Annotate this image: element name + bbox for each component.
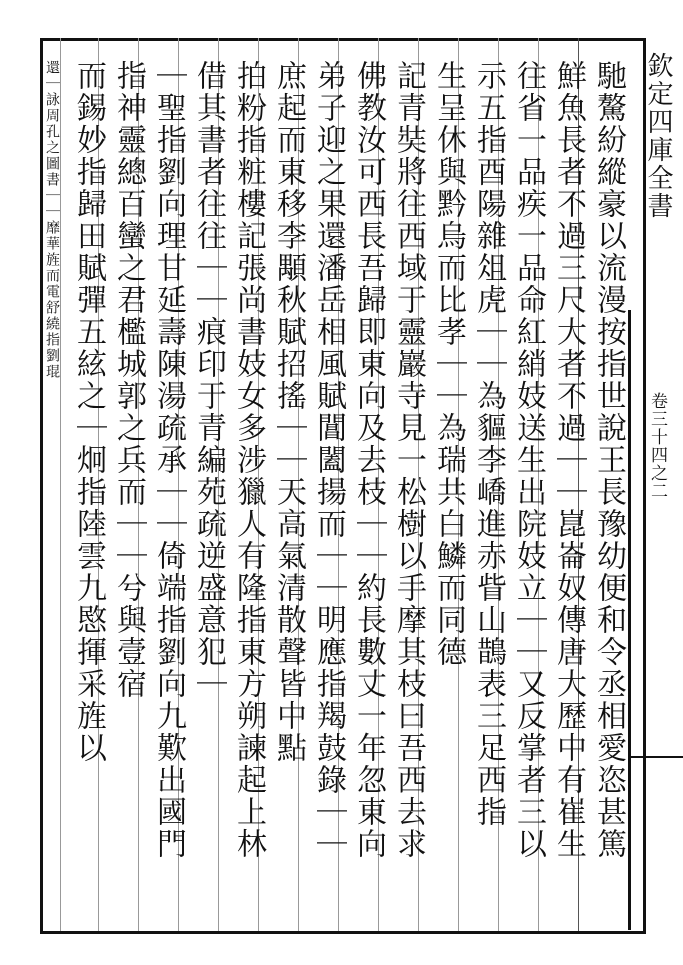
text-column-12: ｜聖指劉向理甘延壽陳湯疏承｜｜倚端指劉向九歎出國門 <box>151 60 186 860</box>
text-column-2: 鮮魚長者不過三尺大者不過｜｜崑崙奴傳唐大歷中有崔生 <box>551 60 586 860</box>
text-column-10: 拍粉指粧樓記張尚書妓女多涉獵人有隆指東方朔諫起上林 <box>231 60 266 860</box>
text-column-1: 馳驁紛縱豪以流漫按指世說王長豫幼便和令丞相愛恣甚篤 <box>591 60 626 860</box>
volume-label: 卷三十四之二 <box>647 392 667 500</box>
text-column-7: 佛教汝可西長吾歸即東向及去枝｜｜約長數丈一年忽東向 <box>351 60 386 860</box>
text-column-6: 記青奘將往西域于靈巖寺見一松樹以手摩其枝曰吾西去求 <box>391 60 426 860</box>
text-column-11: 借其書者往往｜｜痕印于青編苑疏逆盛意犯｜ <box>191 60 226 700</box>
text-column-9: 庶起而東移李顒秋賦招搖｜｜天高氣清散聲皆中點 <box>271 60 306 764</box>
text-column-5: 生呈休與黔烏而比孝｜｜為瑞共白鱗而同德 <box>431 60 466 668</box>
fold-tick <box>628 756 683 758</box>
text-column-4: 示五指酉陽雜俎虎｜｜為貙李嶠進赤眥山鵲表三足西指 <box>471 60 506 828</box>
fold-line <box>628 310 631 930</box>
text-column-14: 而錫妙指歸田賦彈五絃之｜炯指陸雲九愍揮采旌以 <box>71 60 106 764</box>
text-column-15: 還｜詠周孔之圖書｜｜靡華旌而電舒繞指劉琨 <box>44 60 60 380</box>
text-column-8: 弟子迎之果還潘岳相風賦閶闔揚而｜｜明應指羯鼓錄｜｜ <box>311 60 346 860</box>
text-column-13: 指神靈總百蠻之君檻城郭之兵而｜｜兮與壹宿 <box>111 60 146 700</box>
text-column-3: 往省一品疾一品命紅綃妓送生出院妓立｜｜又反掌者三以 <box>511 60 546 860</box>
column-divider <box>60 38 61 931</box>
running-head: 欽定四庫全書 <box>643 52 673 220</box>
